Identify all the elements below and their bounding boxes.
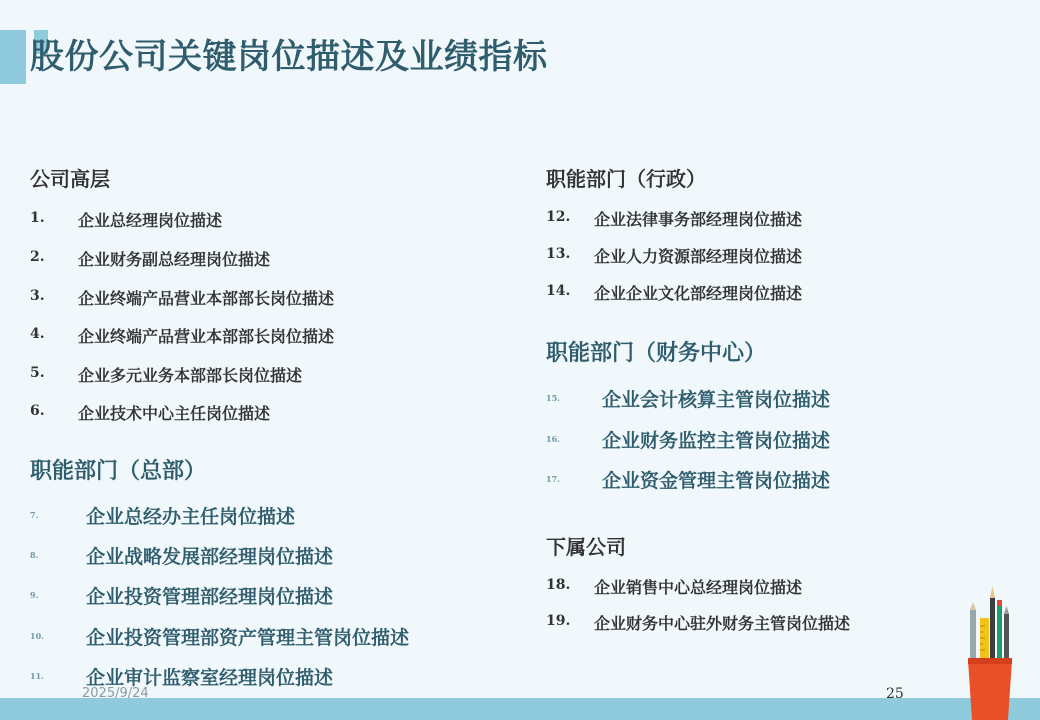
item-text: 企业战略发展部经理岗位描述 <box>86 546 334 568</box>
item-number: 14. <box>546 283 571 299</box>
item-number: 7. <box>30 510 39 520</box>
item-number: 3. <box>30 288 45 304</box>
section-heading-executive: 公司高层 <box>30 167 110 191</box>
item-number: 1. <box>30 210 45 226</box>
item-text: 企业总经理岗位描述 <box>78 211 223 230</box>
item-text: 企业投资管理部资产管理主管岗位描述 <box>86 627 410 649</box>
title-accent-block <box>0 30 26 84</box>
item-text: 企业财务中心驻外财务主管岗位描述 <box>594 614 851 633</box>
item-text: 企业法律事务部经理岗位描述 <box>594 210 803 229</box>
item-number: 19. <box>546 613 571 629</box>
item-number: 18. <box>546 577 571 593</box>
section-heading-hq: 职能部门（总部） <box>30 459 207 484</box>
page-number: 25 <box>886 686 904 702</box>
section-heading-admin: 职能部门（行政） <box>546 167 706 191</box>
item-text: 企业销售中心总经理岗位描述 <box>594 578 803 597</box>
footer-bar <box>0 698 1040 720</box>
item-number: 4. <box>30 326 45 342</box>
item-text: 企业多元业务本部部长岗位描述 <box>78 366 303 385</box>
item-number: 5. <box>30 365 45 381</box>
item-number: 17. <box>546 474 560 484</box>
item-text: 企业审计监察室经理岗位描述 <box>86 667 334 689</box>
item-text: 企业人力资源部经理岗位描述 <box>594 247 803 266</box>
item-number: 16. <box>546 434 560 444</box>
item-text: 企业资金管理主管岗位描述 <box>602 470 831 492</box>
item-number: 8. <box>30 550 39 560</box>
section-heading-subsidiary: 下属公司 <box>546 535 626 559</box>
item-text: 企业终端产品营业本部部长岗位描述 <box>78 289 335 308</box>
item-text: 企业会计核算主管岗位描述 <box>602 389 831 411</box>
item-number: 11. <box>30 671 44 681</box>
item-number: 15. <box>546 393 560 403</box>
item-text: 企业总经办主任岗位描述 <box>86 506 296 528</box>
item-number: 10. <box>30 631 44 641</box>
item-number: 9. <box>30 590 39 600</box>
item-number: 13. <box>546 246 571 262</box>
item-text: 企业终端产品营业本部部长岗位描述 <box>78 327 335 346</box>
item-text: 企业财务监控主管岗位描述 <box>602 430 831 452</box>
footer-date: 2025/9/24 <box>82 686 149 701</box>
item-text: 企业技术中心主任岗位描述 <box>78 404 271 423</box>
item-number: 2. <box>30 249 45 265</box>
pencil-cup-illustration <box>962 580 1018 720</box>
item-text: 企业企业文化部经理岗位描述 <box>594 284 803 303</box>
page-title: 股份公司关键岗位描述及业绩指标 <box>30 37 548 77</box>
item-number: 6. <box>30 403 45 419</box>
item-number: 12. <box>546 209 571 225</box>
item-text: 企业财务副总经理岗位描述 <box>78 250 271 269</box>
item-text: 企业投资管理部经理岗位描述 <box>86 586 334 608</box>
section-heading-finance: 职能部门（财务中心） <box>546 341 767 366</box>
